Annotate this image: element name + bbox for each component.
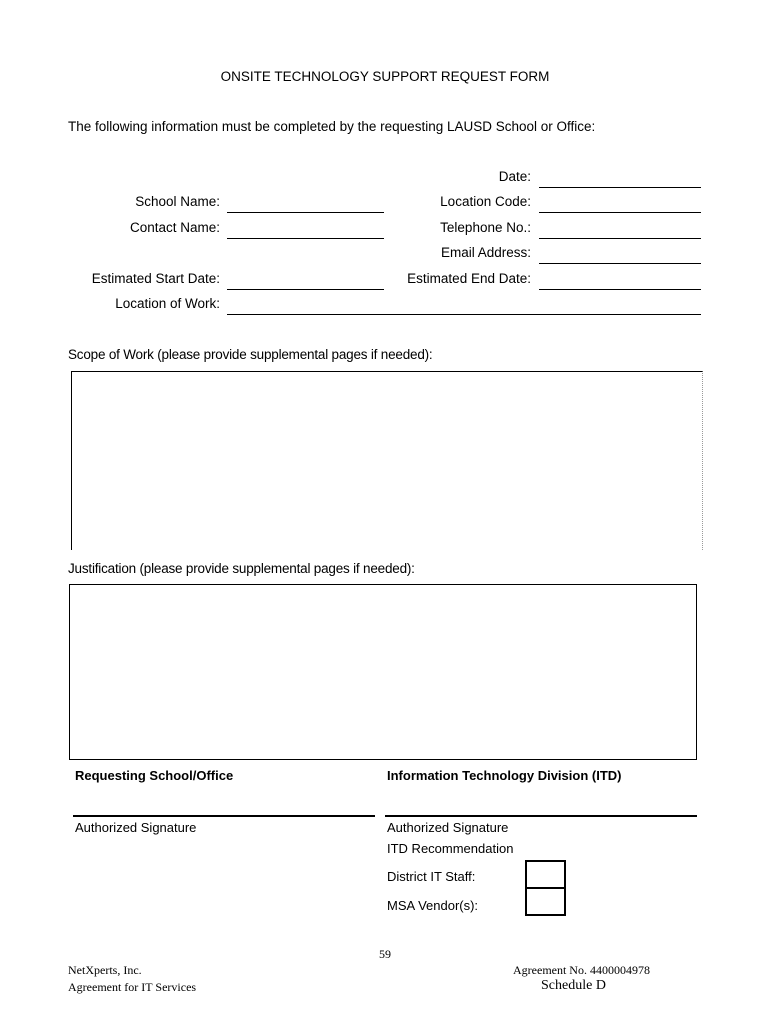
msa-vendor-checkbox[interactable] [525,887,566,916]
authorized-signature-right: Authorized Signature [387,820,509,835]
scope-textarea[interactable] [71,371,703,550]
form-title: ONSITE TECHNOLOGY SUPPORT REQUEST FORM [220,69,550,84]
itd-signature-line[interactable] [385,815,697,817]
justification-heading: Justification (please provide supplemental pages if needed): [68,561,415,576]
location-of-work-label: Location of Work: [115,296,220,311]
end-date-field[interactable] [539,289,701,290]
school-name-field[interactable] [227,212,384,213]
requesting-office-heading: Requesting School/Office [75,768,234,783]
location-code-field[interactable] [539,212,701,213]
footer-agreement-for: Agreement for IT Services [68,980,197,994]
page-number: 59 [379,947,391,961]
requesting-signature-line[interactable] [73,815,375,817]
contact-name-field[interactable] [227,238,384,239]
location-code-label: Location Code: [440,194,531,209]
district-it-staff-label: District IT Staff: [387,869,476,884]
telephone-label: Telephone No.: [440,220,531,235]
date-field[interactable] [539,187,701,188]
footer-agreement-no: Agreement No. 4400004978 [513,963,650,977]
telephone-field[interactable] [539,238,701,239]
itd-heading: Information Technology Division (ITD) [387,768,622,783]
footer-schedule: Schedule D [541,978,606,993]
msa-vendor-label: MSA Vendor(s): [387,898,479,913]
contact-name-label: Contact Name: [129,220,220,235]
justification-textarea[interactable] [69,584,697,760]
school-name-label: School Name: [135,194,220,209]
email-label: Email Address: [440,245,531,260]
scope-heading: Scope of Work (please provide supplemental pages if needed): [68,347,433,362]
end-date-label: Estimated End Date: [407,271,531,286]
footer-company: NetXperts, Inc. [68,963,142,977]
itd-recommendation-label: ITD Recommendation [387,841,514,856]
date-label: Date: [498,169,531,184]
authorized-signature-left: Authorized Signature [75,820,197,835]
start-date-label: Estimated Start Date: [91,271,220,286]
start-date-field[interactable] [227,289,384,290]
district-it-staff-checkbox[interactable] [525,860,566,889]
location-of-work-field[interactable] [227,314,701,315]
email-field[interactable] [539,263,701,264]
form-intro: The following information must be completed by the requesting LAUSD School or Office: [68,119,596,134]
